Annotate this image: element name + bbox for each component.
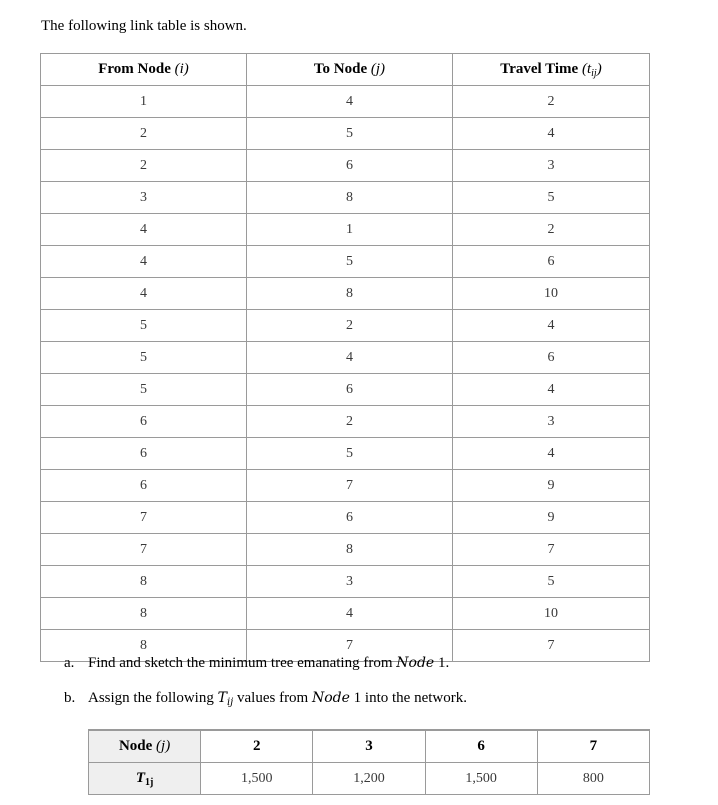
travel-time-cell: 2 [453,86,650,118]
to-node-cell: 8 [247,182,453,214]
table-row [41,86,650,118]
travel-time-cell: 4 [453,374,650,406]
question-b-node: Node [311,690,350,706]
question-b-label: b. [64,690,76,706]
to-node-cell: 5 [247,246,453,278]
node-row-header [89,730,201,763]
from-node-cell: 7 [41,502,247,534]
from-node-cell: 5 [41,310,247,342]
travel-time-cell: 10 [453,278,650,310]
from-node-cell: 1 [41,86,247,118]
header-from-var: (i) [174,61,189,77]
to-node-cell: 2 [247,310,453,342]
table-row [41,310,650,342]
from-node-cell: 8 [41,630,247,662]
from-node-cell: 6 [41,406,247,438]
question-b-text-3: 1 into the network. [349,690,467,706]
to-node-cell: 8 [247,278,453,310]
to-node-cell: 4 [247,342,453,374]
link-table-body [41,86,650,662]
to-node-cell: 6 [247,502,453,534]
flow-row [89,763,650,795]
table-row [41,566,650,598]
header-to-node [247,54,453,86]
question-b [64,690,467,708]
travel-time-cell: 3 [453,150,650,182]
flow-cell: 1,500 [425,763,537,795]
from-node-cell: 2 [41,118,247,150]
node-row [89,730,650,763]
table-row [41,502,650,534]
from-node-cell: 4 [41,278,247,310]
table-row [41,150,650,182]
from-node-cell: 7 [41,534,247,566]
header-time-var-open: (t [581,60,592,77]
table-row [41,278,650,310]
table-row [41,118,650,150]
table-row [41,182,650,214]
header-time-var [582,61,602,77]
node-cell: 7 [537,730,649,763]
travel-time-cell: 7 [453,630,650,662]
from-node-cell: 8 [41,566,247,598]
travel-time-cell: 2 [453,214,650,246]
from-node-cell: 4 [41,246,247,278]
table-row [41,246,650,278]
travel-time-cell: 5 [453,566,650,598]
question-a-text-1: Find and sketch the minimum tree emanating from [88,655,397,671]
to-node-cell: 2 [247,406,453,438]
node-flow-table [88,729,650,795]
node-cell: 3 [313,730,425,763]
table-row [41,214,650,246]
table-row [41,470,650,502]
from-node-cell: 6 [41,470,247,502]
from-node-cell: 5 [41,374,247,406]
header-time-var-sub: ij [591,67,597,79]
travel-time-cell: 4 [453,118,650,150]
table-row [41,406,650,438]
header-to-label: To Node [313,61,368,77]
from-node-cell: 4 [41,214,247,246]
from-node-cell: 3 [41,182,247,214]
header-travel-time [453,54,650,86]
to-node-cell: 1 [247,214,453,246]
travel-time-cell: 4 [453,438,650,470]
travel-time-cell: 5 [453,182,650,214]
travel-time-cell: 7 [453,534,650,566]
flow-cell: 800 [537,763,649,795]
question-a-text-2: 1. [434,655,450,671]
to-node-cell: 7 [247,630,453,662]
to-node-cell: 8 [247,534,453,566]
table-row [41,342,650,374]
to-node-cell: 4 [247,86,453,118]
from-node-cell: 6 [41,438,247,470]
question-a [64,655,449,672]
from-node-cell: 5 [41,342,247,374]
node-row-label: Node [118,738,153,754]
travel-time-cell: 10 [453,598,650,630]
header-to-var: (j) [370,61,386,77]
to-node-cell: 4 [247,598,453,630]
flow-cell: 1,500 [201,763,313,795]
to-node-cell: 7 [247,470,453,502]
question-b-T-sub: ij [226,697,234,708]
question-b-T: T [217,690,227,706]
header-time-label: Travel Time [500,60,579,77]
question-b-text-1: Assign the following [88,690,218,706]
flow-cell: 1,200 [313,763,425,795]
link-table-header [41,54,650,86]
node-cell: 2 [201,730,313,763]
intro-text: The following link table is shown. [41,18,247,34]
link-table [40,53,650,662]
node-cell: 6 [425,730,537,763]
table-row [41,598,650,630]
to-node-cell: 5 [247,438,453,470]
travel-time-cell: 9 [453,470,650,502]
to-node-cell: 3 [247,566,453,598]
question-a-node: Node [396,655,435,671]
table-row [41,534,650,566]
to-node-cell: 6 [247,374,453,406]
travel-time-cell: 4 [453,310,650,342]
travel-time-cell: 3 [453,406,650,438]
table-row [41,374,650,406]
question-b-text-2: values from [233,690,312,706]
flow-row-sub: 1j [145,776,154,788]
header-from-label: From Node [98,61,171,77]
header-from-node [41,54,247,86]
flow-row-header [89,763,201,795]
from-node-cell: 8 [41,598,247,630]
travel-time-cell: 6 [453,342,650,374]
from-node-cell: 2 [41,150,247,182]
question-a-label: a. [64,655,75,671]
travel-time-cell: 9 [453,502,650,534]
travel-time-cell: 6 [453,246,650,278]
node-row-var: (j) [156,738,171,754]
flow-row-label: T [135,769,145,786]
table-row [41,438,650,470]
header-time-var-close: ) [596,60,602,77]
to-node-cell: 6 [247,150,453,182]
to-node-cell: 5 [247,118,453,150]
